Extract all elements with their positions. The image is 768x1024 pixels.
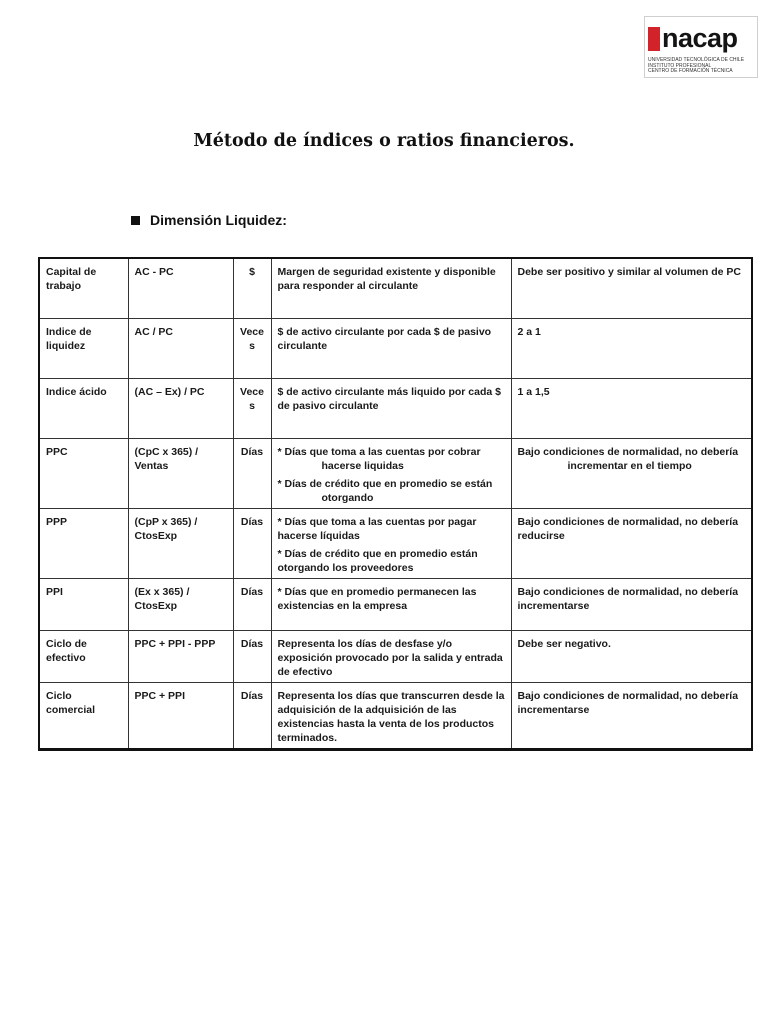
ratio-name-cell — [39, 438, 128, 508]
unit-cell — [233, 258, 271, 318]
description-cell-line: * Días que en promedio permanecen las — [277, 585, 477, 598]
ratio-name-cell-line: trabajo — [46, 280, 82, 292]
criterion-cell — [511, 258, 752, 318]
logo-subtitle-line: CENTRO DE FORMACIÓN TÉCNICA — [648, 68, 733, 75]
unit-cell-line: Vece — [240, 385, 264, 398]
ratio-name-cell-line: PPI — [46, 585, 63, 598]
ratio-name-cell — [39, 508, 128, 578]
unit-cell-line: Días — [240, 637, 264, 650]
criterion-cell-line: incrementarse — [517, 703, 590, 716]
description-cell-paragraph — [278, 637, 505, 679]
unit-cell-line: s — [249, 339, 255, 352]
description-cell-line: existencias en la empresa — [277, 599, 408, 612]
description-cell — [271, 378, 511, 438]
criterion-cell-line: 1 a 1,5 — [517, 385, 550, 398]
table-row — [39, 508, 752, 578]
description-cell-paragraph — [278, 445, 505, 473]
unit-cell — [233, 630, 271, 682]
formula-cell-line: (CpC x 365) / — [134, 445, 199, 458]
ratio-name-cell — [39, 578, 128, 630]
criterion-cell-paragraph — [518, 637, 746, 651]
unit-cell — [233, 318, 271, 378]
description-cell-line: adquisición de la adquisición de las — [277, 703, 457, 716]
unit-cell-line: $ — [249, 266, 255, 278]
description-cell-line: * Días de crédito que en promedio están — [277, 547, 478, 560]
criterion-cell-paragraph — [518, 325, 746, 339]
criterion-cell-line: Bajo condiciones de normalidad, no debería — [517, 689, 739, 702]
criterion-cell-line: incrementar en el tiempo — [567, 459, 692, 472]
formula-cell — [128, 630, 233, 682]
logo-subtitle — [648, 58, 744, 75]
formula-cell-line: (AC – Ex) / PC — [134, 385, 205, 398]
section-heading — [131, 212, 287, 228]
description-cell-paragraph — [278, 689, 505, 745]
criterion-cell — [511, 630, 752, 682]
ratio-name-cell-line: efectivo — [46, 651, 86, 664]
logo-subtitle-line: INSTITUTO PROFESIONAL — [648, 62, 712, 69]
logo-name: nacap — [662, 23, 738, 53]
description-cell-paragraph — [278, 265, 505, 293]
unit-cell-line: Días — [240, 585, 264, 598]
criterion-cell — [511, 578, 752, 630]
ratio-name-cell — [39, 682, 128, 749]
criterion-cell-line: Debe ser positivo y similar al volumen de PC — [517, 266, 741, 278]
section-label: Dimensión Liquidez: — [150, 212, 287, 228]
criterion-cell-paragraph — [518, 445, 746, 473]
formula-cell-line: CtosExp — [134, 599, 178, 612]
criterion-cell-paragraph — [518, 265, 746, 279]
criterion-cell — [511, 438, 752, 508]
unit-cell-line: Días — [240, 515, 264, 528]
logo-subtitle-line: UNIVERSIDAD TECNOLÓGICA DE CHILE — [648, 57, 745, 63]
ratio-name-cell — [39, 258, 128, 318]
description-cell-line: * Días de crédito que en promedio se están — [277, 477, 493, 490]
description-cell-line: Representa los días que transcurren desde la — [277, 689, 505, 702]
square-bullet-icon — [131, 216, 140, 225]
formula-cell-line: Ventas — [134, 459, 169, 472]
formula-cell-line: CtosExp — [134, 529, 178, 542]
criterion-cell-line: incrementarse — [517, 599, 590, 612]
table-row — [39, 318, 752, 378]
unit-cell — [233, 378, 271, 438]
criterion-cell-paragraph — [518, 585, 746, 613]
unit-cell — [233, 578, 271, 630]
table-row — [39, 438, 752, 508]
ratio-name-cell — [39, 318, 128, 378]
ratio-name-cell-line: Indice ácido — [46, 385, 107, 398]
description-cell-line: * Días que toma a las cuentas por pagar — [277, 515, 477, 528]
formula-cell-line: AC / PC — [134, 325, 174, 338]
description-cell-line: hacerse liquidas — [321, 459, 404, 472]
table-row — [39, 258, 752, 318]
description-cell-line: de pasivo circulante — [277, 399, 379, 412]
formula-cell — [128, 318, 233, 378]
description-cell — [271, 578, 511, 630]
description-cell-line: $ de activo circulante por cada $ de pasivo — [277, 325, 492, 338]
description-cell — [271, 630, 511, 682]
description-cell-line: hacerse líquidas — [277, 529, 360, 542]
criterion-cell-paragraph — [518, 515, 746, 543]
ratio-name-cell-line: Ciclo de — [46, 637, 87, 650]
inacap-logo — [644, 16, 758, 78]
formula-cell — [128, 438, 233, 508]
logo-mark-icon — [648, 27, 660, 51]
unit-cell-line: Días — [240, 689, 264, 702]
formula-cell — [128, 578, 233, 630]
description-cell-line: Representa los días de desfase y/o — [277, 637, 452, 650]
table-row — [39, 630, 752, 682]
criterion-cell-line: Bajo condiciones de normalidad, no debería — [517, 445, 739, 458]
unit-cell — [233, 682, 271, 749]
ratio-name-cell-line: Ciclo — [46, 689, 72, 702]
unit-cell-line: Días — [240, 445, 264, 458]
criterion-cell-line: 2 a 1 — [517, 325, 541, 338]
ratio-name-cell-line: Capital de — [46, 266, 97, 278]
description-cell-paragraph — [278, 325, 505, 353]
criterion-cell-line: reducirse — [517, 529, 565, 542]
description-cell-line: circulante — [277, 339, 328, 352]
ratio-name-cell-line: PPC — [46, 445, 68, 458]
description-cell-paragraph — [278, 585, 505, 613]
description-cell-paragraph — [278, 477, 505, 505]
formula-cell-line: AC - PC — [134, 266, 174, 278]
ratios-table — [38, 257, 753, 751]
criterion-cell-paragraph — [518, 385, 746, 399]
table-row — [39, 378, 752, 438]
table-row — [39, 682, 752, 749]
formula-cell-line: PPC + PPI — [134, 689, 185, 702]
description-cell-line: para responder al circulante — [277, 280, 419, 292]
unit-cell-line: Vece — [240, 325, 264, 338]
description-cell-line: Margen de seguridad existente y disponible — [277, 266, 496, 278]
formula-cell-line: (Ex x 365) / — [134, 585, 190, 598]
criterion-cell-paragraph — [518, 689, 746, 717]
description-cell-line: * Días que toma a las cuentas por cobrar — [277, 445, 481, 458]
criterion-cell-line: Bajo condiciones de normalidad, no debería — [517, 515, 739, 528]
formula-cell — [128, 508, 233, 578]
formula-cell — [128, 258, 233, 318]
unit-cell-line: s — [249, 399, 255, 412]
criterion-cell — [511, 508, 752, 578]
table-row — [39, 578, 752, 630]
description-cell — [271, 318, 511, 378]
criterion-cell-line: Bajo condiciones de normalidad, no debería — [517, 585, 739, 598]
description-cell-line: de efectivo — [277, 665, 333, 678]
description-cell-line: terminados. — [277, 731, 338, 744]
ratio-name-cell-line: PPP — [46, 515, 68, 528]
description-cell-line: $ de activo circulante más liquido por cada $ — [277, 385, 501, 398]
unit-cell — [233, 438, 271, 508]
formula-cell — [128, 682, 233, 749]
criterion-cell — [511, 682, 752, 749]
formula-cell — [128, 378, 233, 438]
ratio-name-cell-line: liquidez — [46, 339, 86, 352]
ratio-name-cell — [39, 378, 128, 438]
description-cell — [271, 508, 511, 578]
ratio-name-cell-line: comercial — [46, 703, 96, 716]
unit-cell — [233, 508, 271, 578]
ratio-name-cell — [39, 630, 128, 682]
formula-cell-line: PPC + PPI - PPP — [134, 637, 216, 650]
description-cell-paragraph — [278, 547, 505, 575]
criterion-cell — [511, 378, 752, 438]
description-cell-line: exposición provocado por la salida y entrada — [277, 651, 503, 664]
formula-cell-line: (CpP x 365) / — [134, 515, 198, 528]
description-cell-paragraph — [278, 515, 505, 543]
criterion-cell-line: Debe ser negativo. — [517, 637, 611, 650]
page-title: Método de índices o ratios financieros. — [193, 131, 575, 151]
description-cell — [271, 438, 511, 508]
description-cell — [271, 258, 511, 318]
description-cell — [271, 682, 511, 749]
ratio-name-cell-line: Indice de — [46, 325, 92, 338]
description-cell-line: existencias hasta la venta de los productos — [277, 717, 494, 730]
description-cell-line: otorgando los proveedores — [277, 561, 414, 574]
description-cell-paragraph — [278, 385, 505, 413]
description-cell-line: otorgando — [321, 491, 374, 504]
criterion-cell — [511, 318, 752, 378]
